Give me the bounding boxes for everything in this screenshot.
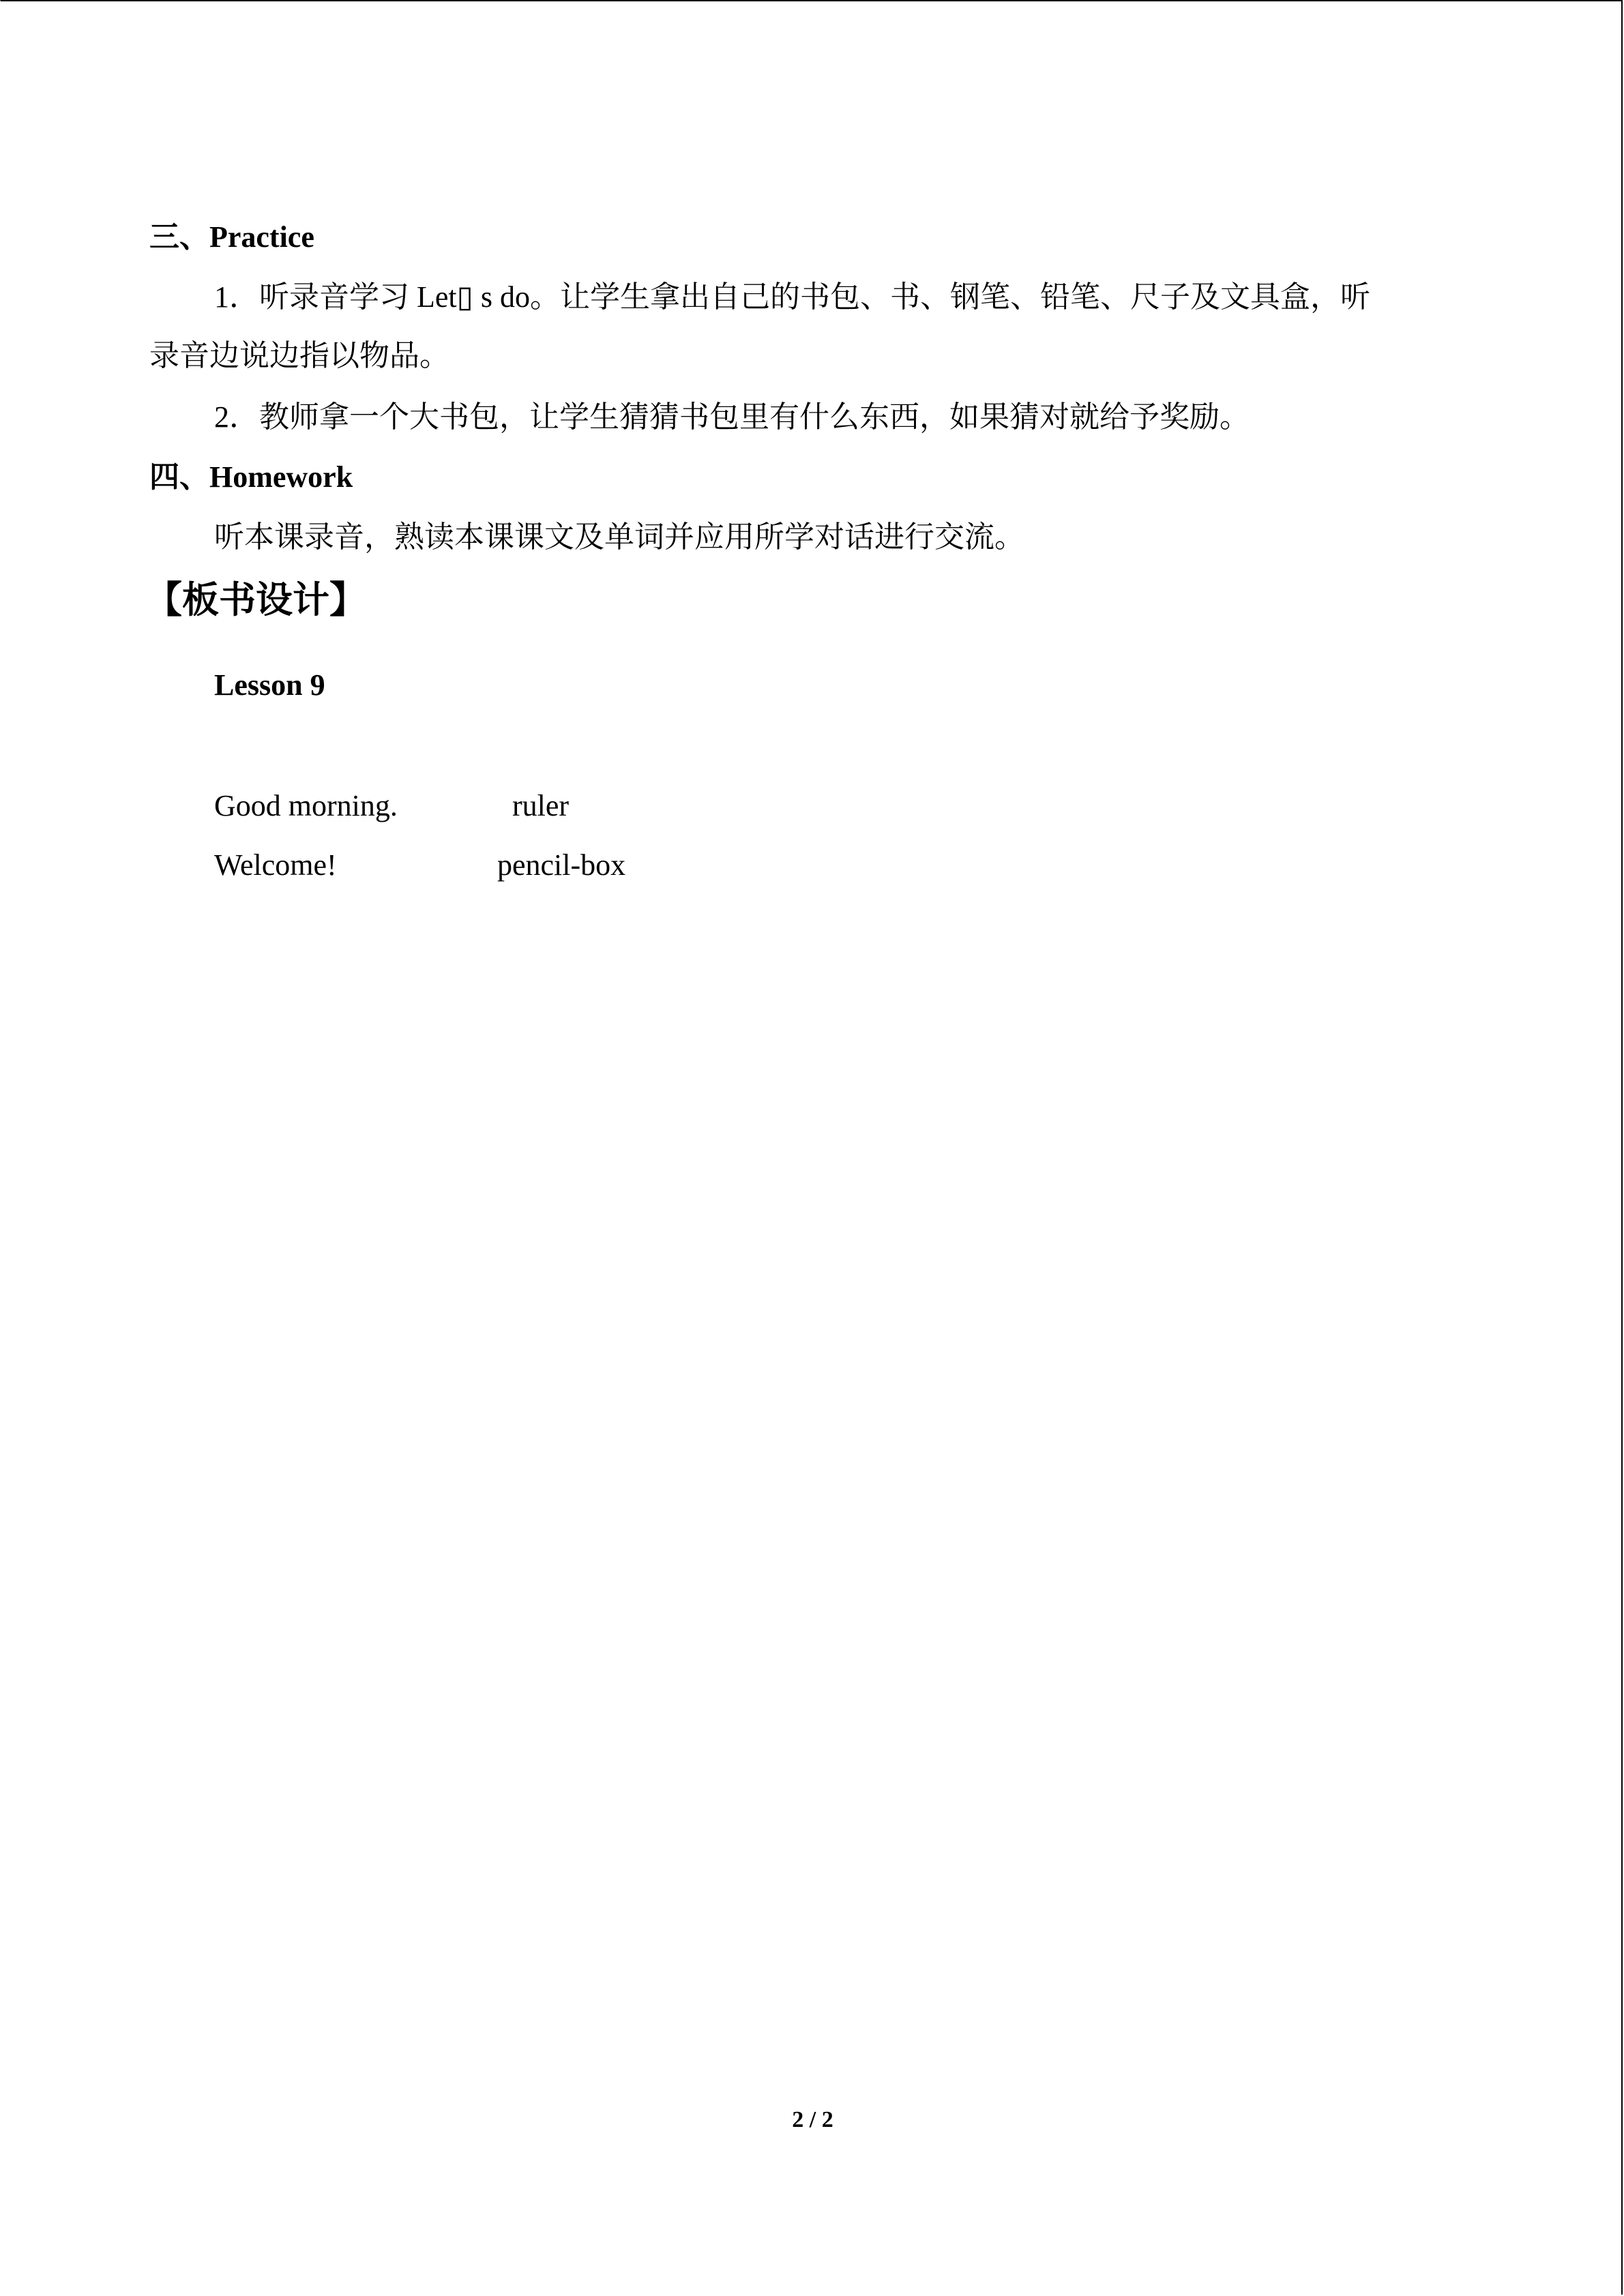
practice-heading: 三、Practice (149, 220, 314, 254)
homework-text: 听本课录音，熟读本课课文及单词并应用所学对话进行交流。 (214, 520, 1024, 554)
board-phrase-1: Good morning. (214, 789, 398, 822)
board-phrase-2: Welcome! (214, 848, 337, 882)
practice-item-1-line-2: 录音边说边指以物品。 (149, 339, 449, 372)
board-word-2: pencil-box (497, 848, 626, 882)
lesson-label: Lesson 9 (214, 668, 325, 702)
practice-item-1-line-1: 1．听录音学习 Let▯ s do。让学生拿出自己的书包、书、钢笔、铅笔、尺子及文具盒，听 (214, 280, 1370, 314)
homework-heading: 四、Homework (149, 460, 353, 494)
page-number: 2 / 2 (792, 2107, 833, 2132)
board-word-1: ruler (512, 789, 570, 822)
practice-item-2: 2．教师拿一个大书包，让学生猜猜书包里有什么东西，如果猜对就给予奖励。 (214, 400, 1250, 434)
board-design-title: 【板书设计】 (145, 580, 366, 621)
